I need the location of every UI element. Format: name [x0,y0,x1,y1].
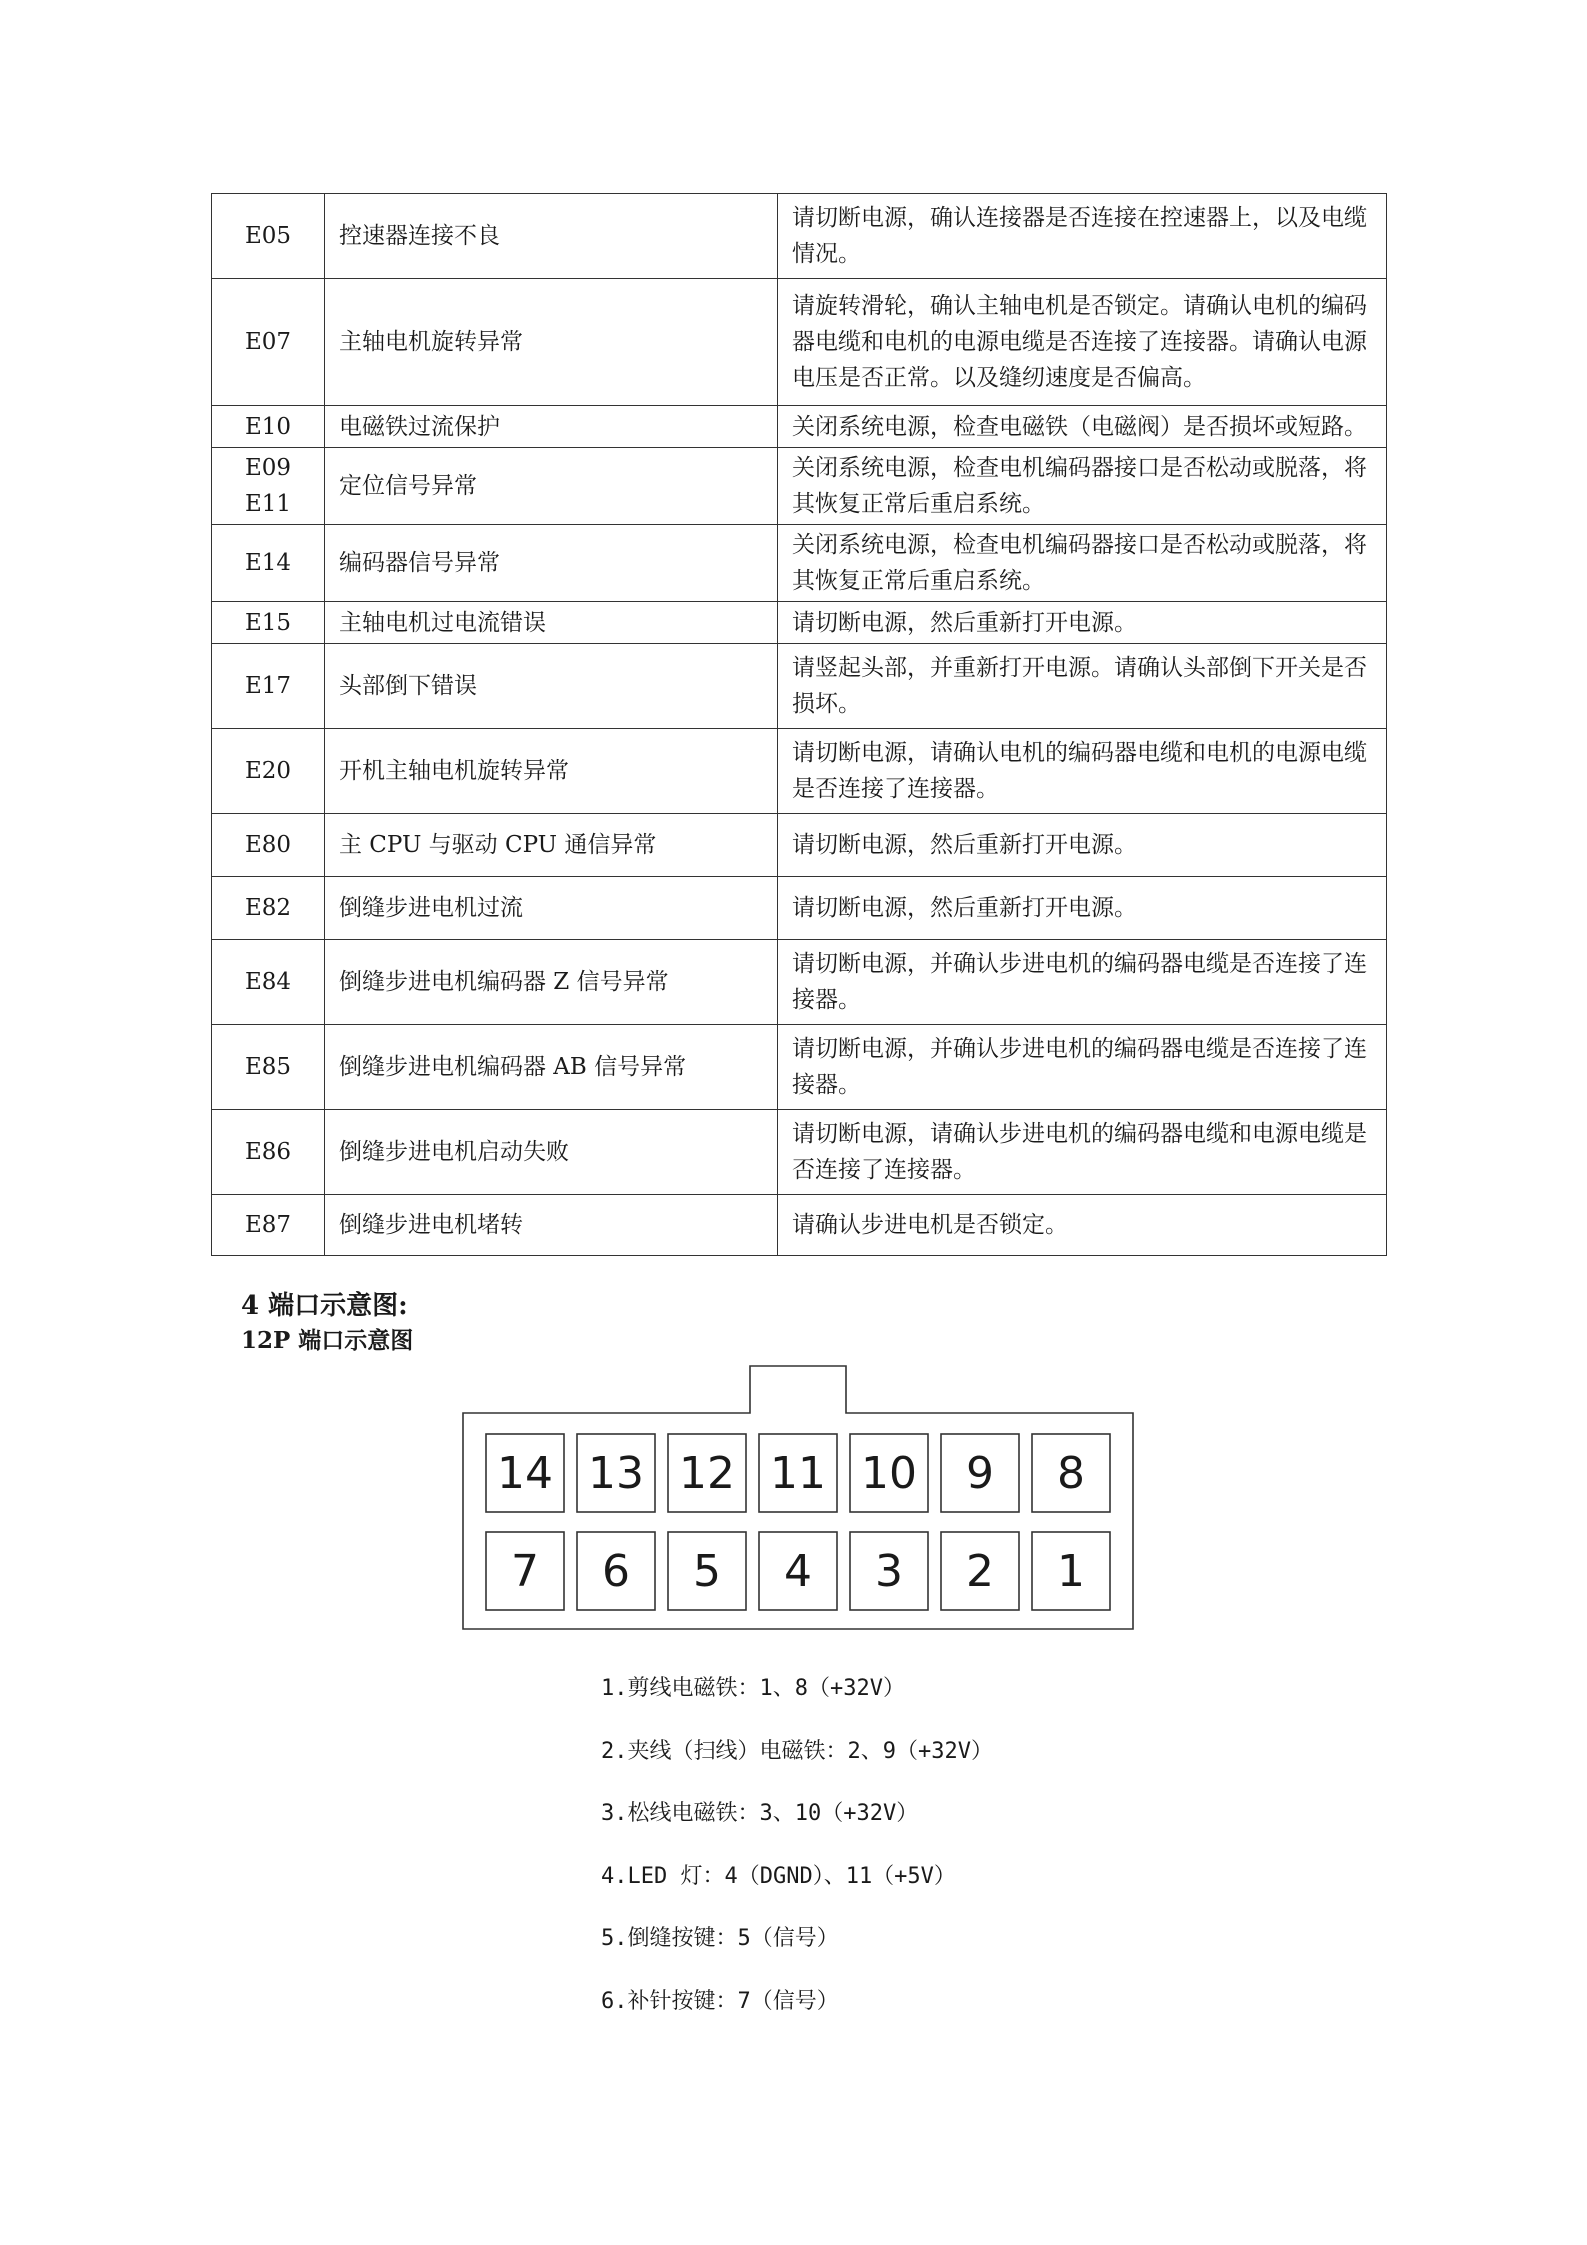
section-title: 4 端口示意图: [241,1291,408,1321]
error-code-text: E07 [244,329,292,355]
table-row [212,279,1387,406]
error-code-text: E20 [244,758,292,784]
error-code-text: E10 [244,413,292,440]
error-code [212,877,325,940]
error-cause: 主 CPU 与驱动 CPU 通信异常 [325,814,778,877]
error-code-text: E11 [244,491,292,517]
error-cause: 倒缝步进电机编码器 AB 信号异常 [325,1025,778,1110]
connector-pin [668,1434,746,1512]
error-code-table [211,193,1387,1256]
connector-pin [759,1434,837,1512]
error-code-text: E82 [244,895,292,921]
connector-pin [759,1532,837,1610]
table-row [212,877,1387,940]
legend-item: 6.补针按键：7（信号） [601,1988,839,2014]
error-code-text: E05 [244,223,292,249]
error-fix: 请切断电源，确认连接器是否连接在控速器上，以及电缆情况。 [778,194,1387,279]
error-cause: 倒缝步进电机过流 [325,877,778,940]
error-cause: 编码器信号异常 [325,525,778,602]
connector-pin-row-bottom [486,1532,1110,1610]
connector-pin [577,1434,655,1512]
error-code-text: E84 [244,969,292,995]
pin-number: 9 [966,1448,994,1499]
error-fix: 请竖起头部，并重新打开电源。请确认头部倒下开关是否损坏。 [778,644,1387,729]
connector-pin [941,1434,1019,1512]
legend-item: 3.松线电磁铁：3、10（+32V） [601,1801,919,1826]
connector-pin [850,1434,928,1512]
table-row [212,644,1387,729]
error-cause: 主轴电机过电流错误 [325,602,778,644]
connector-pin [577,1532,655,1610]
error-cause: 倒缝步进电机启动失败 [325,1110,778,1195]
error-code [212,602,325,644]
section-subtitle: 12P 端口示意图 [241,1327,414,1354]
error-fix: 请切断电源，请确认电机的编码器电缆和电机的电源电缆是否连接了连接器。 [778,729,1387,814]
connector-pin [486,1532,564,1610]
table-row [212,525,1387,602]
error-code [212,448,325,525]
connector-diagram [462,1365,1134,1630]
error-code-text: E85 [244,1054,292,1080]
table-row [212,1110,1387,1195]
pin-number: 2 [966,1546,994,1597]
error-fix: 请切断电源，然后重新打开电源。 [778,877,1387,940]
error-cause: 电磁铁过流保护 [325,406,778,448]
error-code [212,525,325,602]
error-code-text: E80 [244,832,292,858]
legend-item: 2.夹线（扫线）电磁铁：2、9（+32V） [601,1738,993,1764]
error-code-text: E17 [244,673,292,699]
pin-number: 3 [875,1546,903,1597]
error-fix: 请切断电源，并确认步进电机的编码器电缆是否连接了连接器。 [778,940,1387,1025]
connector-pin-row-top [486,1434,1110,1512]
error-code [212,940,325,1025]
error-code [212,406,325,448]
error-fix: 请切断电源，并确认步进电机的编码器电缆是否连接了连接器。 [778,1025,1387,1110]
legend-item: 1.剪线电磁铁：1、8（+32V） [601,1676,905,1701]
connector-pin [486,1434,564,1512]
error-fix: 请旋转滑轮，确认主轴电机是否锁定。请确认电机的编码器电缆和电机的电源电缆是否连接了连接器。请确认电源电压是否正常。以及缝纫速度是否偏高。 [778,279,1387,406]
connector-pin [850,1532,928,1610]
pin-number: 11 [770,1448,826,1499]
pin-number: 6 [602,1546,630,1597]
error-code [212,194,325,279]
legend-item: 5.倒缝按键：5（信号） [601,1926,839,1951]
error-fix: 请确认步进电机是否锁定。 [778,1195,1387,1256]
table-row [212,1025,1387,1110]
connector-pin [1032,1532,1110,1610]
table-row [212,602,1387,644]
error-fix: 请切断电源，然后重新打开电源。 [778,814,1387,877]
error-cause: 倒缝步进电机堵转 [325,1195,778,1256]
pin-number: 12 [679,1448,735,1499]
error-fix: 请切断电源，请确认步进电机的编码器电缆和电源电缆是否连接了连接器。 [778,1110,1387,1195]
pin-number: 7 [511,1546,539,1597]
error-code-text: E87 [244,1212,292,1238]
error-cause: 开机主轴电机旋转异常 [325,729,778,814]
error-code-text: E14 [244,550,292,576]
pin-legend [601,1658,993,2033]
table-row [212,406,1387,448]
error-code [212,644,325,729]
error-code [212,1110,325,1195]
error-cause: 主轴电机旋转异常 [325,279,778,406]
error-fix: 关闭系统电源，检查电机编码器接口是否松动或脱落，将其恢复正常后重启系统。 [778,525,1387,602]
error-cause: 定位信号异常 [325,448,778,525]
table-row [212,940,1387,1025]
error-code [212,279,325,406]
connector-pin [1032,1434,1110,1512]
pin-number: 8 [1057,1448,1085,1499]
error-cause: 控速器连接不良 [325,194,778,279]
connector-pin [941,1532,1019,1610]
table-row [212,1195,1387,1256]
error-fix: 关闭系统电源，检查电磁铁（电磁阀）是否损坏或短路。 [778,406,1387,448]
error-code [212,1195,325,1256]
error-code [212,1025,325,1110]
error-code [212,729,325,814]
pin-number: 1 [1057,1546,1085,1597]
pin-number: 14 [497,1448,553,1499]
error-code-text: E09 [244,455,292,481]
table-row [212,194,1387,279]
error-code-text: E15 [244,609,292,636]
error-table-body [212,194,1387,1256]
pin-number: 10 [861,1448,917,1499]
error-cause: 倒缝步进电机编码器 Z 信号异常 [325,940,778,1025]
connector-pin [668,1532,746,1610]
error-fix: 请切断电源，然后重新打开电源。 [778,602,1387,644]
pin-number: 5 [693,1546,721,1597]
pin-number: 4 [784,1546,812,1597]
pin-number: 13 [588,1448,644,1499]
legend-item: 4.LED 灯：4（DGND）、11（+5V） [601,1863,956,1889]
error-fix: 关闭系统电源，检查电机编码器接口是否松动或脱落，将其恢复正常后重启系统。 [778,448,1387,525]
table-row [212,448,1387,525]
table-row [212,814,1387,877]
error-code-text: E86 [244,1139,292,1165]
table-row [212,729,1387,814]
error-code [212,814,325,877]
error-cause: 头部倒下错误 [325,644,778,729]
